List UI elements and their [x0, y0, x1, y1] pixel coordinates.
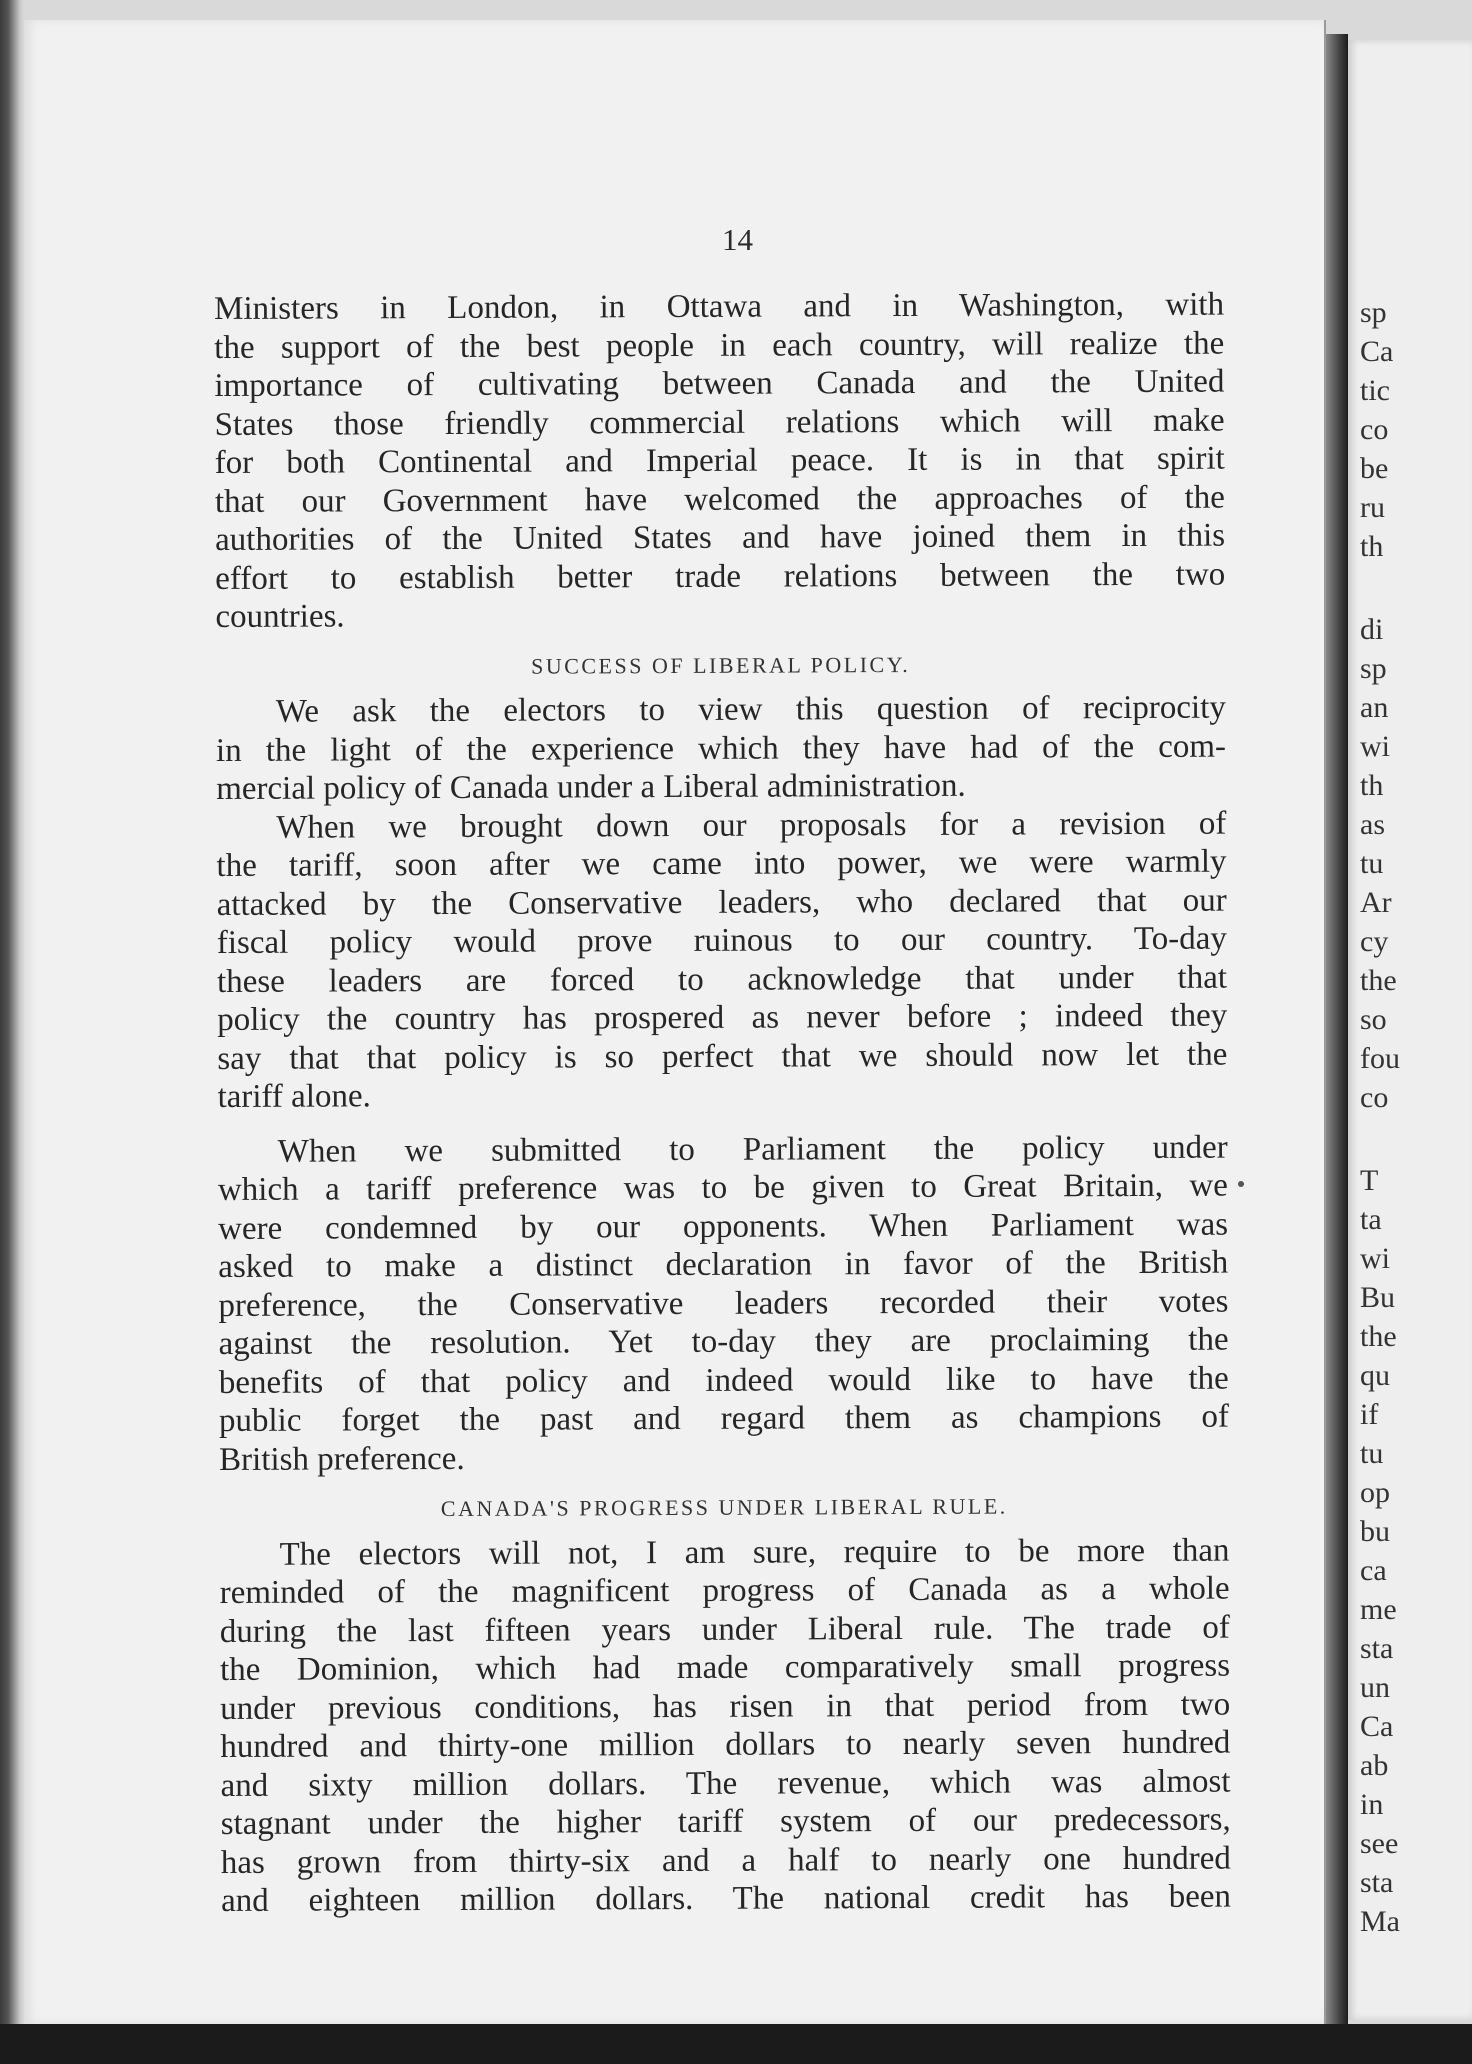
right-page-fragment: tu [1360, 1437, 1384, 1470]
text-line: Ministers in London, in Ottawa and in Washington, with [214, 286, 1225, 327]
paragraph-1 [214, 286, 1226, 637]
text-line: attacked by the Conservative leaders, who declared that our [216, 882, 1227, 923]
text-line: British preference. [219, 1440, 465, 1478]
right-page-fragment: sp [1360, 652, 1387, 685]
right-page-fragment: wi [1360, 1242, 1390, 1275]
text-line: authorities of the United States and have joined them in this [215, 517, 1226, 558]
right-page-fragment: ca [1360, 1554, 1387, 1587]
right-page-fragment: th [1360, 530, 1384, 563]
right-page-fragment: the [1360, 1320, 1397, 1353]
text-line: say that that policy is so perfect that we should now let the [217, 1036, 1228, 1077]
text-line: the tariff, soon after we came into power, we were warmly [216, 843, 1227, 884]
text-line: importance of cultivating between Canada and the United [214, 363, 1225, 404]
right-page-fragment: un [1360, 1671, 1390, 1704]
text-line: for both Continental and Imperial peace. It is in that spirit [214, 440, 1225, 481]
right-page-fragment: an [1360, 691, 1389, 724]
right-page-fragment: Ca [1360, 1710, 1394, 1743]
text-line: in the light of the experience which they have had of the com- [215, 728, 1227, 769]
paragraph-3 [216, 804, 1227, 1116]
section-heading-canadas-progress: CANADA'S PROGRESS UNDER LIBERAL RULE. [440, 1493, 1008, 1522]
right-page-fragment: sp [1360, 296, 1387, 329]
right-page-fragment: wi [1360, 730, 1390, 763]
text-line: countries. [215, 598, 345, 635]
right-page-fragment: if [1360, 1398, 1379, 1431]
right-page-fragment: as [1360, 808, 1385, 841]
text-line: these leaders are forced to acknowledge that under that [216, 959, 1228, 1000]
text-line: The electors will not, I am sure, require to be more than [279, 1532, 1230, 1573]
text-line: that our Government have welcomed the approaches of the [214, 479, 1225, 520]
text-line: reminded of the magnificent progress of Canada as a whole [219, 1570, 1230, 1611]
text-line: preference, the Conservative leaders recorded their votes [218, 1283, 1229, 1324]
text-line: When we submitted to Parliament the policy under [277, 1129, 1228, 1170]
text-line: has grown from thirty-six and a half to nearly one hundred [220, 1840, 1231, 1881]
text-line: which a tariff preference was to be given to Great Britain, we [217, 1167, 1228, 1208]
print-speck [1238, 1181, 1244, 1187]
right-page-fragment: Ca [1360, 335, 1394, 368]
right-page-fragment: di [1360, 613, 1384, 646]
right-page-fragment: the [1360, 964, 1397, 997]
page-number: 14 [722, 222, 753, 257]
right-page-fragment: Bu [1360, 1281, 1396, 1314]
text-line: fiscal policy would prove ruinous to our country. To-day [216, 920, 1227, 961]
right-page-fragment: ab [1360, 1749, 1389, 1782]
text-line: and sixty million dollars. The revenue, which was almost [220, 1763, 1231, 1804]
right-page-fragment: co [1360, 1081, 1389, 1114]
text-line: the support of the best people in each country, will realize the [214, 325, 1225, 366]
text-line: policy the country has prospered as never before ; indeed they [217, 997, 1228, 1038]
right-page-fragment: tic [1360, 374, 1390, 407]
text-line: during the last fifteen years under Liberal rule. The trade of [219, 1609, 1230, 1650]
right-page-fragment: bu [1360, 1515, 1390, 1548]
text-line: public forget the past and regard them as champions of [218, 1398, 1230, 1439]
right-page-fragment: Ar [1360, 886, 1392, 919]
right-page-fragment: be [1360, 452, 1389, 485]
text-line: States those friendly commercial relations which will make [214, 402, 1225, 443]
text-line: benefits of that policy and indeed would like to have the [218, 1360, 1229, 1401]
text-line: asked to make a distinct declaration in favor of the British [218, 1244, 1229, 1285]
text-line: were condemned by our opponents. When Parliament was [218, 1206, 1229, 1247]
book-gutter [1326, 34, 1348, 2024]
paragraph-4 [218, 1128, 1230, 1479]
text-line: against the resolution. Yet to-day they are proclaiming the [218, 1321, 1229, 1362]
section-heading-success-of-liberal-policy: SUCCESS OF LIBERAL POLICY. [530, 651, 911, 679]
paragraph-5 [219, 1531, 1231, 1920]
text-line: We ask the electors to view this question of reciprocity [275, 689, 1226, 730]
right-page-fragment: qu [1360, 1359, 1390, 1392]
right-page-fragment: co [1360, 413, 1389, 446]
text-line: mercial policy of Canada under a Liberal administration. [216, 767, 966, 807]
text-line: hundred and thirty-one million dollars to nearly seven hundred [220, 1724, 1231, 1765]
right-page-fragment: in [1360, 1788, 1384, 1821]
right-page-fragment: th [1360, 769, 1384, 802]
right-page-fragment: so [1360, 1003, 1387, 1036]
right-page-fragment: cy [1360, 925, 1389, 958]
right-page-fragment: op [1360, 1476, 1390, 1509]
scan-bottom-edge [0, 2024, 1472, 2064]
page-body [214, 286, 1231, 1921]
right-page-fragment: sta [1360, 1866, 1394, 1899]
text-line: and eighteen million dollars. The national credit has been [220, 1878, 1232, 1919]
right-page-fragment: ta [1360, 1203, 1382, 1236]
right-page-fragment: fou [1360, 1042, 1400, 1075]
right-page-fragment: me [1360, 1593, 1397, 1626]
right-page-fragment: Ma [1360, 1905, 1400, 1938]
right-page-fragment: tu [1360, 847, 1384, 880]
paragraph-2 [216, 689, 1226, 809]
right-page-fragment: see [1360, 1827, 1399, 1860]
text-line: under previous conditions, has risen in that period from two [220, 1686, 1231, 1727]
text-line: the Dominion, which had made comparatively small progress [219, 1647, 1231, 1688]
text-line: effort to establish better trade relations between the two [215, 556, 1226, 597]
text-line: When we brought down our proposals for a revision of [276, 805, 1227, 846]
text-line: tariff alone. [217, 1078, 371, 1115]
right-page-fragment: ru [1360, 491, 1385, 524]
text-line: stagnant under the higher tariff system of our predecessors, [220, 1801, 1231, 1842]
right-page-fragment: sta [1360, 1632, 1394, 1665]
right-page-fragment: T [1360, 1164, 1379, 1197]
